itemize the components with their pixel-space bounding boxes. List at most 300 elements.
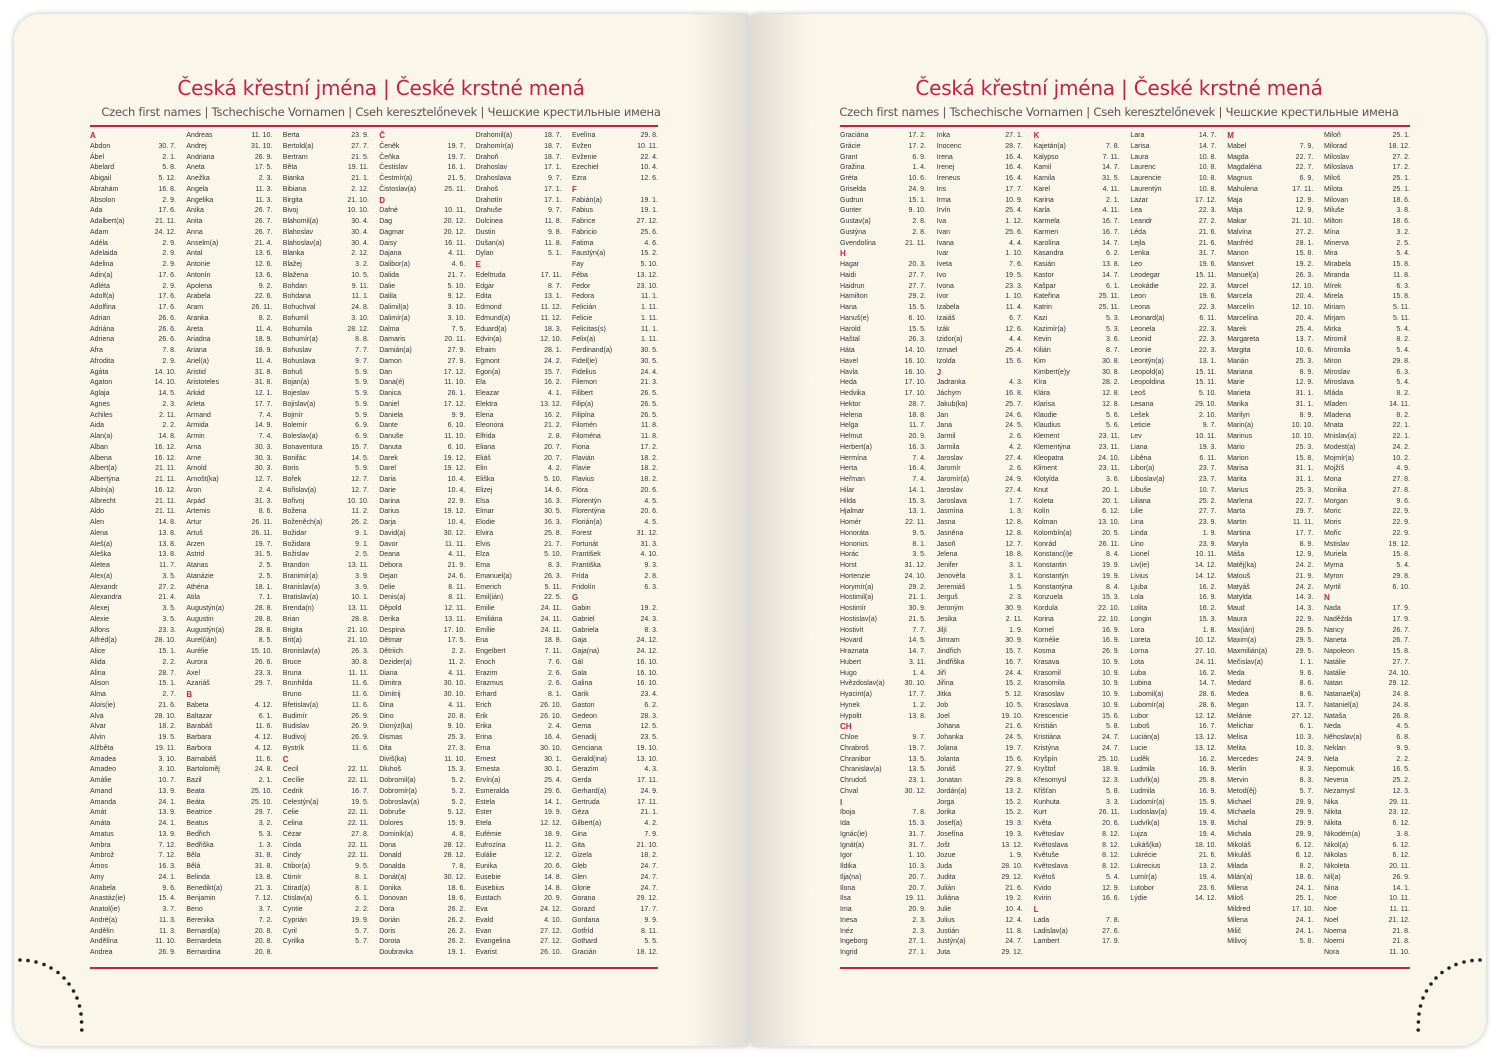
name-text: Augustýn(a) [186, 605, 225, 612]
name-row [1130, 561, 1216, 572]
name-column [1227, 131, 1313, 948]
name-row [1130, 733, 1216, 744]
name-row [840, 464, 926, 475]
name-text: Antal [186, 250, 203, 258]
name-row [186, 518, 272, 529]
name-day-date: 11. 2. [351, 508, 369, 516]
name-day-date: 28. 7. [908, 400, 926, 408]
name-row [476, 174, 562, 185]
name-text: Ivana [936, 239, 954, 247]
name-row [476, 131, 562, 142]
name-text: Miron [1324, 357, 1342, 365]
name-row [1034, 776, 1120, 787]
name-day-date: 10. 9. [1005, 196, 1023, 204]
name-row [283, 454, 369, 465]
name-row [572, 475, 658, 486]
name-row [1324, 217, 1410, 228]
name-row [186, 314, 272, 325]
name-text: Melichar [1227, 723, 1254, 731]
name-row [90, 808, 176, 819]
name-row [1034, 196, 1120, 207]
name-row [840, 540, 926, 551]
name-row [90, 572, 176, 583]
name-day-date: 30. 10. [904, 680, 926, 688]
name-day-date: 11. 2. [544, 841, 562, 849]
name-text: Leonard(a) [1130, 314, 1165, 322]
name-day-date: 2. 3. [1009, 594, 1023, 602]
name-text: Daisy [379, 239, 397, 247]
name-day-date: 21. 8. [1392, 927, 1410, 935]
name-day-date: 19. 12. [443, 508, 466, 516]
name-text: Dagmar [379, 228, 405, 236]
name-text: Amáta [90, 820, 111, 827]
name-text: Arne [186, 454, 202, 462]
name-row [283, 486, 369, 497]
name-text: Drahoslava [475, 175, 512, 182]
name-row [1324, 561, 1410, 572]
name-text: Mikoláš [1227, 841, 1251, 849]
name-row [1130, 529, 1216, 540]
name-text: Medea [1227, 691, 1249, 698]
name-text: Egon(a) [475, 368, 501, 376]
name-day-date: 3. 7. [258, 906, 273, 913]
name-day-date: 10. 4. [447, 486, 466, 494]
name-text: Kilián [1033, 347, 1051, 354]
name-text: Davor [379, 540, 398, 548]
name-row [90, 475, 176, 486]
name-row [1227, 378, 1313, 389]
name-day-date: 27. 8. [351, 830, 369, 838]
name-text: Kliment [1033, 465, 1057, 473]
name-row [90, 196, 176, 207]
name-text: Griselda [840, 185, 867, 193]
name-day-date: 16. 9. [1198, 594, 1217, 602]
name-row [186, 335, 272, 346]
name-text: Edmund(a) [475, 314, 511, 322]
name-day-date: 12. 7. [1005, 540, 1023, 548]
name-text: Martina [1227, 529, 1251, 537]
name-row [283, 217, 369, 228]
name-text: Alison [90, 680, 110, 688]
name-text: Grant [840, 153, 858, 161]
name-day-date: 11. 6. [351, 680, 369, 688]
name-row [937, 131, 1023, 142]
name-day-date: 10. 7. [158, 777, 176, 784]
name-day-date: 29. 8. [640, 132, 658, 139]
name-row [90, 755, 176, 766]
name-text: Marilyn [1227, 411, 1250, 419]
bottom-rule [840, 967, 1410, 969]
name-text: Horác [840, 551, 859, 559]
name-text: Erik [475, 712, 488, 720]
name-row [840, 841, 926, 852]
name-row [90, 722, 176, 733]
name-row [840, 755, 926, 766]
name-day-date: 24. 12. [540, 906, 562, 913]
name-text: Bojislav(a) [282, 400, 316, 408]
name-day-date: 17. 6. [158, 207, 176, 215]
name-text: Amálie [90, 777, 112, 784]
name-day-date: 7. 11. [1102, 153, 1120, 161]
name-day-date: 26. 7. [1392, 626, 1410, 634]
name-day-date: 2. 1. [1105, 196, 1120, 204]
name-text: Dafné [379, 207, 398, 215]
name-text: Larisa [1130, 142, 1150, 150]
name-text: Artuš [186, 529, 203, 537]
name-column [937, 131, 1023, 959]
name-text: Inéz [840, 927, 854, 935]
name-day-date: 24. 8. [351, 304, 369, 311]
name-day-date: 1. 12. [1005, 218, 1023, 225]
name-text: Miloslava [1324, 164, 1354, 172]
name-day-date: 16. 4. [1005, 164, 1023, 172]
name-day-date: 19. 7. [447, 142, 466, 150]
name-day-date: 24. 7. [1102, 744, 1120, 752]
name-text: Jitka [936, 691, 952, 698]
name-row [840, 454, 926, 465]
name-row [90, 561, 176, 572]
name-row [1034, 443, 1120, 454]
name-row [90, 228, 176, 239]
name-row [186, 497, 272, 508]
name-text: Evžen [572, 142, 592, 150]
name-day-date: 19. 9. [1102, 562, 1120, 569]
name-day-date: 9. 7. [547, 175, 562, 182]
name-text: Luděk [1130, 755, 1150, 763]
name-text: Galina [572, 680, 593, 688]
name-text: Lazar [1130, 196, 1148, 204]
name-day-date: 25. 6. [640, 228, 658, 236]
name-row [1034, 626, 1120, 637]
name-day-date: 30. 12. [443, 873, 466, 881]
name-text: Ludmila [1130, 766, 1155, 774]
name-day-date: 5. 11. [544, 583, 562, 591]
name-day-date: 26. 7. [254, 228, 273, 236]
name-text: Aurel(ián) [186, 637, 217, 645]
name-row [937, 303, 1023, 314]
name-row [90, 948, 176, 959]
name-day-date: 2. 2. [162, 658, 176, 666]
name-day-date: 13. 2. [1198, 863, 1217, 870]
name-day-date: 31. 5. [1102, 175, 1120, 182]
name-text: Kristýna [1033, 744, 1059, 752]
name-row [379, 507, 465, 518]
name-day-date: 24. 6. [1005, 411, 1023, 419]
name-day-date: 9. 1. [355, 540, 369, 548]
name-text: Naděžda [1324, 615, 1353, 623]
name-row [840, 948, 926, 959]
name-row [572, 948, 658, 959]
name-day-date: 5. 4. [1396, 250, 1410, 258]
name-text: Angelika [186, 196, 214, 204]
name-row [379, 937, 465, 948]
name-text: Eulálie [475, 852, 497, 860]
name-row [476, 884, 562, 895]
name-day-date: 22. 5. [544, 594, 562, 602]
name-day-date: 30. 10. [443, 691, 466, 698]
name-text: Medard [1227, 680, 1251, 688]
name-text: Bruna [282, 669, 302, 677]
name-row [1324, 239, 1410, 250]
name-row [476, 507, 562, 518]
name-text: Damon [379, 357, 402, 365]
name-day-date: 4. 11. [1102, 207, 1120, 215]
name-text: Danuše [379, 433, 404, 440]
name-row [1324, 131, 1410, 142]
name-text: Andělín [90, 927, 114, 935]
name-day-date: 7. 5. [451, 325, 466, 333]
name-text: Ima [840, 906, 852, 913]
name-row [1324, 282, 1410, 293]
name-row [1324, 841, 1410, 852]
name-day-date: 8. 4. [1105, 551, 1120, 559]
name-row [186, 260, 272, 271]
name-text: Gréta [840, 175, 858, 182]
name-text: Atanas [186, 562, 209, 569]
name-row [283, 163, 369, 174]
name-text: Gaja [572, 637, 587, 645]
name-day-date: 23. 9. [1198, 540, 1217, 548]
name-day-date: 26. 11. [251, 304, 273, 311]
name-day-date: 23. 5. [640, 734, 658, 741]
name-row [90, 421, 176, 432]
name-row [572, 798, 658, 809]
name-text: Evženie [572, 153, 597, 161]
name-text: Evarist [475, 949, 497, 956]
name-day-date: 10. 8. [1198, 164, 1217, 172]
name-row [283, 626, 369, 637]
name-day-date: 6. 12. [1102, 508, 1120, 516]
name-row [1227, 303, 1313, 314]
name-day-date: 5. 9. [355, 379, 369, 387]
name-day-date: 6. 12. [1295, 841, 1314, 849]
name-day-date: 7. 12. [158, 841, 176, 849]
name-day-date: 11. 11. [444, 540, 466, 548]
name-row [379, 292, 465, 303]
name-row [186, 894, 272, 905]
name-row [937, 550, 1023, 561]
name-row [476, 292, 562, 303]
name-day-date: 12. 10. [1291, 304, 1314, 311]
name-text: Čeňka [379, 153, 400, 161]
name-text: Čeněk [379, 142, 400, 150]
name-row [1130, 540, 1216, 551]
name-text: Gorana [572, 895, 596, 903]
page-subtitle: Czech first names | Tschechische Vornamen | Cseh keresztelőnevek | Чешские крестильные имена [839, 105, 1399, 119]
name-day-date: 15. 10. [250, 648, 273, 655]
name-row [1227, 593, 1313, 604]
name-day-date: 5. 7. [1299, 787, 1314, 795]
name-text: Dalimil(a) [379, 304, 409, 311]
name-day-date: 12. 8. [1005, 519, 1023, 526]
name-day-date: 26. 2. [447, 906, 466, 913]
name-row [90, 335, 176, 346]
name-day-date: 14. 8. [544, 884, 562, 892]
name-day-date: 24. 1. [1295, 916, 1314, 924]
name-day-date: 21. 9. [1295, 572, 1314, 580]
name-text: Dalila [379, 293, 397, 301]
name-day-date: 5. 10. [1198, 390, 1217, 397]
name-row [283, 819, 369, 830]
name-day-date: 11. 12. [540, 304, 562, 311]
name-row [572, 916, 658, 927]
name-row [476, 185, 562, 196]
name-row [379, 174, 465, 185]
name-day-date: 26. 5. [640, 390, 658, 397]
name-row [283, 529, 369, 540]
name-text: Liběna [1130, 454, 1152, 462]
name-row [1034, 894, 1120, 905]
name-day-date: 16. 12. [154, 454, 176, 462]
name-row [1130, 841, 1216, 852]
name-row [840, 636, 926, 647]
name-text: Izmael [936, 347, 958, 354]
name-day-date: 7. 9. [1299, 142, 1314, 150]
name-day-date: 10. 11. [637, 142, 658, 150]
name-text: Marita [1227, 476, 1247, 483]
name-day-date: 12. 7. [351, 486, 369, 494]
name-row [1324, 851, 1410, 862]
name-text: Julie [936, 906, 952, 913]
name-text: Gustýna [840, 228, 867, 236]
name-row [1324, 368, 1410, 379]
name-row [90, 765, 176, 776]
name-row [379, 604, 465, 615]
name-text: Heřman [840, 476, 865, 483]
name-day-date: 4. 9. [1396, 465, 1410, 473]
name-day-date: 12. 10. [1291, 282, 1314, 290]
name-row [186, 593, 272, 604]
name-text: Boženěch(a) [282, 519, 323, 526]
corner-dots-decoration [14, 954, 94, 1046]
name-row [476, 787, 562, 798]
name-day-date: 30. 1. [544, 755, 562, 763]
name-row [937, 507, 1023, 518]
name-day-date: 15. 8. [1392, 293, 1410, 301]
name-text: Ábel [90, 153, 105, 161]
name-row [476, 572, 562, 583]
name-row [1227, 808, 1313, 819]
name-row [1324, 454, 1410, 465]
name-text: Klarisa [1033, 400, 1055, 408]
name-day-date: 3. 8. [1396, 207, 1410, 215]
name-day-date: 17. 10. [443, 626, 466, 634]
name-row [476, 593, 562, 604]
name-row [186, 647, 272, 658]
name-text: Ctibor(a) [282, 863, 311, 870]
name-row [283, 357, 369, 368]
name-text: Fabricio [572, 228, 597, 236]
name-text: Ignác(ie) [840, 830, 868, 838]
name-day-date: 20. 12. [443, 218, 466, 225]
name-day-date: 5. 3. [1105, 314, 1120, 322]
name-text: Kalypso [1033, 153, 1059, 161]
name-row [379, 454, 465, 465]
name-row [1227, 153, 1313, 164]
name-day-date: 8. 6. [1299, 680, 1314, 688]
name-row [1130, 325, 1216, 336]
name-row [476, 464, 562, 475]
name-row [476, 701, 562, 712]
name-day-date: 15. 11. [1195, 271, 1217, 279]
name-row [572, 249, 658, 260]
name-text: Margareta [1227, 336, 1260, 344]
name-day-date: 27. 7. [351, 142, 369, 150]
name-day-date: 19. 9. [1102, 572, 1120, 580]
name-row [1130, 658, 1216, 669]
name-text: Bolemír [282, 422, 307, 430]
name-row [840, 927, 926, 938]
name-day-date: 19. 5. [351, 798, 369, 806]
name-day-date: 21. 6. [1005, 723, 1023, 731]
page-subtitle: Czech first names | Tschechische Vornamen | Cseh keresztelőnevek | Чешские крестильные имена [101, 105, 661, 119]
name-text: Jimram [936, 637, 960, 645]
name-row [1324, 540, 1410, 551]
name-row [1227, 464, 1313, 475]
name-text: Derika [379, 615, 400, 623]
name-row [840, 787, 926, 798]
name-day-date: 8. 9. [1299, 368, 1314, 376]
name-day-date: 15. 3. [1198, 615, 1217, 623]
name-text: Alvar [90, 723, 106, 731]
name-day-date: 21. 1. [640, 809, 658, 817]
name-text: Krasava [1033, 658, 1060, 666]
name-day-date: 3. 10. [447, 314, 466, 322]
name-text: Mervin [1227, 777, 1249, 784]
name-row [1324, 303, 1410, 314]
name-text: Engelbert [475, 648, 506, 655]
name-day-date: 12. 8. [1102, 400, 1120, 408]
name-row [90, 282, 176, 293]
name-day-date: 15. 6. [1102, 712, 1120, 720]
name-day-date: 28. 2. [1102, 379, 1120, 387]
name-text: Marika [1227, 400, 1249, 408]
name-row [572, 497, 658, 508]
name-day-date: 19. 4. [1198, 830, 1217, 838]
name-row [937, 335, 1023, 346]
name-day-date: 31. 8. [254, 368, 273, 376]
name-day-date: 6. 12. [1392, 820, 1410, 827]
name-text: Efraim [475, 347, 496, 354]
name-row [1130, 292, 1216, 303]
name-day-date: 22. 6. [254, 293, 273, 301]
name-row [1227, 540, 1313, 551]
name-day-date: 29. 12. [636, 895, 658, 903]
name-row [379, 873, 465, 884]
name-day-date: 6. 3. [1396, 368, 1410, 376]
name-text: Fatima [572, 239, 594, 247]
name-row [90, 798, 176, 809]
name-day-date: 9. 3. [644, 562, 658, 569]
name-day-date: 3. 11. [909, 658, 926, 666]
name-text: Bedřich [186, 830, 211, 838]
name-row [283, 798, 369, 809]
name-row [1324, 615, 1410, 626]
name-row [1227, 733, 1313, 744]
name-row [572, 808, 658, 819]
name-text: Ivor [936, 293, 949, 301]
name-text: Artur [186, 519, 202, 526]
name-row [1227, 830, 1313, 841]
name-day-date: 22. 1. [1392, 422, 1410, 430]
name-row [379, 400, 465, 411]
name-day-date: 16. 4. [908, 465, 926, 473]
name-row [476, 894, 562, 905]
name-text: Horst [840, 562, 857, 569]
name-row [476, 690, 562, 701]
name-row [186, 443, 272, 454]
name-row [937, 529, 1023, 540]
